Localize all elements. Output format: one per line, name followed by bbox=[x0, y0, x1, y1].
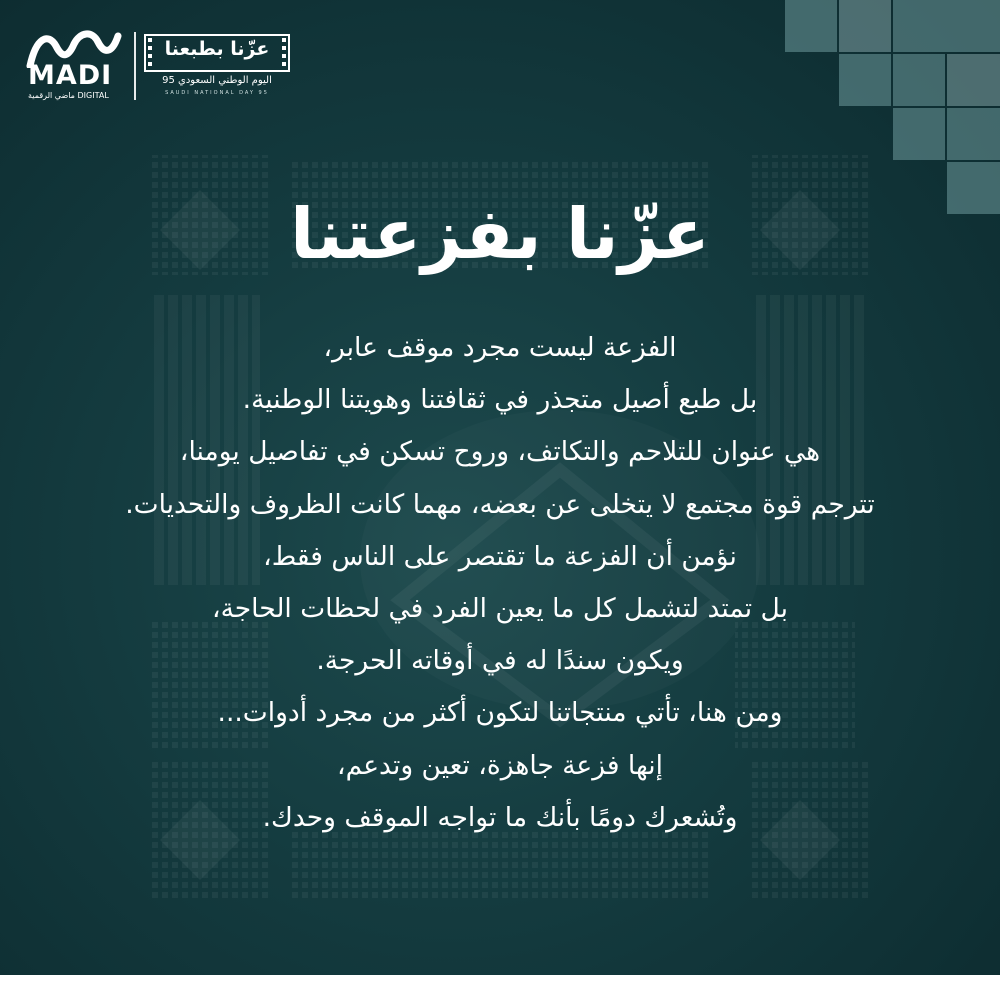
body-line: هي عنوان للتلاحم والتكاتف، وروح تسكن في تفاصيل يومنا، bbox=[179, 436, 821, 468]
national-day-subtitle-ar: اليوم الوطني السعودي 95 bbox=[162, 75, 272, 86]
post-title: عزّنا بفزعتنا bbox=[290, 193, 710, 275]
body-line: بل تمتد لتشمل كل ما يعين الفرد في لحظات الحاجة، bbox=[212, 592, 788, 624]
header bbox=[20, 28, 310, 108]
body-line: تترجم قوة مجتمع لا يتخلى عن بعضه، مهما كانت الظروف والتحديات. bbox=[125, 488, 875, 520]
body-line: وتُشعرك دومًا بأنك ما تواجه الموقف وحدك. bbox=[262, 801, 738, 833]
bottom-strip bbox=[0, 975, 1000, 1000]
body-line: إنها فزعة جاهزة، تعين وتدعم، bbox=[337, 749, 663, 781]
madi-logo[interactable] bbox=[20, 28, 128, 106]
national-day-logo[interactable] bbox=[144, 34, 294, 104]
body-line: نؤمن أن الفزعة ما تقتصر على الناس فقط، bbox=[263, 540, 737, 572]
body-line: ويكون سندًا له في أوقاته الحرجة. bbox=[316, 645, 684, 677]
madi-subtitle: ماضي الرقمية DIGITAL bbox=[28, 91, 109, 100]
madi-wordmark: MADI bbox=[28, 60, 113, 91]
body-line: الفزعة ليست مجرد موقف عابر، bbox=[323, 332, 677, 363]
body-line: ومن هنا، تأتي منتجاتنا لتكون أكثر من مجرد أدوات... bbox=[217, 697, 783, 729]
body-line: بل طبع أصيل متجذر في ثقافتنا وهويتنا الوطنية. bbox=[242, 384, 758, 416]
national-day-title: عزّنا بطبعنا bbox=[164, 38, 270, 60]
national-day-subtitle-en: SAUDI NATIONAL DAY 95 bbox=[165, 90, 269, 96]
logo-divider bbox=[134, 32, 136, 100]
post-body bbox=[30, 322, 970, 844]
